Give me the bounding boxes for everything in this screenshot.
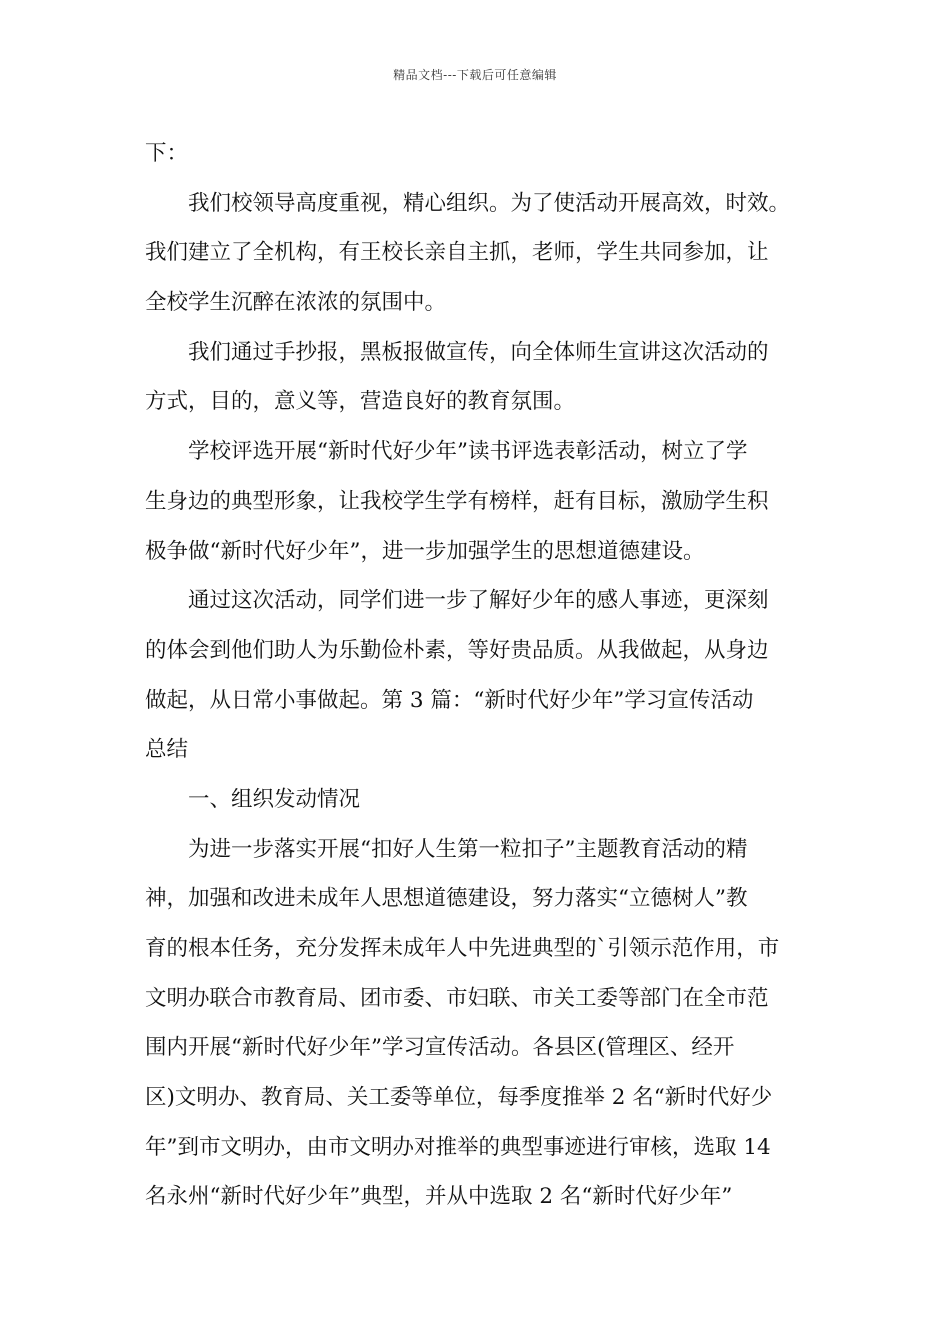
text-line: 生身边的典型形象，让我校学生学有榜样，赶有目标，激励学生积 <box>145 488 769 514</box>
text-line: 方式，目的，意义等，营造良好的教育氛围。 <box>145 389 576 415</box>
text-line: 年”到市文明办，由市文明办对推举的典型事迹进行审核，选取 14 <box>145 1134 771 1160</box>
text-line: 学校评选开展“新时代好少年”读书评选表彰活动，树立了学 <box>188 439 748 465</box>
text-line: 通过这次活动，同学们进一步了解好少年的感人事迹，更深刻 <box>188 588 769 614</box>
text-line: 我们校领导高度重视，精心组织。为了使活动开展高效，时效。 <box>188 190 791 216</box>
text-line: 育的根本任务，充分发挥未成年人中先进典型的`引领示范作用，市 <box>145 936 780 961</box>
document-body <box>145 129 813 1222</box>
text-line: 名永州“新时代好少年”典型，并从中选取 2 名“新时代好少年” <box>145 1184 733 1210</box>
text-line: 文明办联合市教育局、团市委、市妇联、市关工委等部门在全市范 <box>145 985 769 1011</box>
section-heading: 一、组织发动情况 <box>188 786 361 812</box>
page-header: 精品文档---下载后可任意编辑 <box>393 68 557 82</box>
text-line: 极争做“新时代好少年”，进一步加强学生的思想道德建设。 <box>145 538 705 564</box>
text-line: 做起，从日常小事做起。第 3 篇：“新时代好少年”学习宣传活动 <box>145 687 754 713</box>
text-line: 总结 <box>145 737 189 763</box>
text-line: 我们通过手抄报，黑板报做宣传，向全体师生宣讲这次活动的 <box>188 339 769 365</box>
text-line: 为进一步落实开展“扣好人生第一粒扣子”主题教育活动的精 <box>188 836 748 862</box>
text-line: 全校学生沉醉在浓浓的氛围中。 <box>145 290 447 316</box>
text-line: 下： <box>145 141 189 166</box>
text-line: 围内开展“新时代好少年”学习宣传活动。各县区(管理区、经开 <box>145 1035 735 1061</box>
text-line: 我们建立了全机构，有王校长亲自主抓，老师，学生共同参加，让 <box>145 240 769 266</box>
text-line: 的体会到他们助人为乐勤俭朴素，等好贵品质。从我做起，从身边 <box>145 637 769 663</box>
text-line: 神，加强和改进未成年人思想道德建设，努力落实“立德树人”教 <box>145 886 748 912</box>
text-line: 区)文明办、教育局、关工委等单位，每季度推举 2 名“新时代好少 <box>145 1085 773 1111</box>
